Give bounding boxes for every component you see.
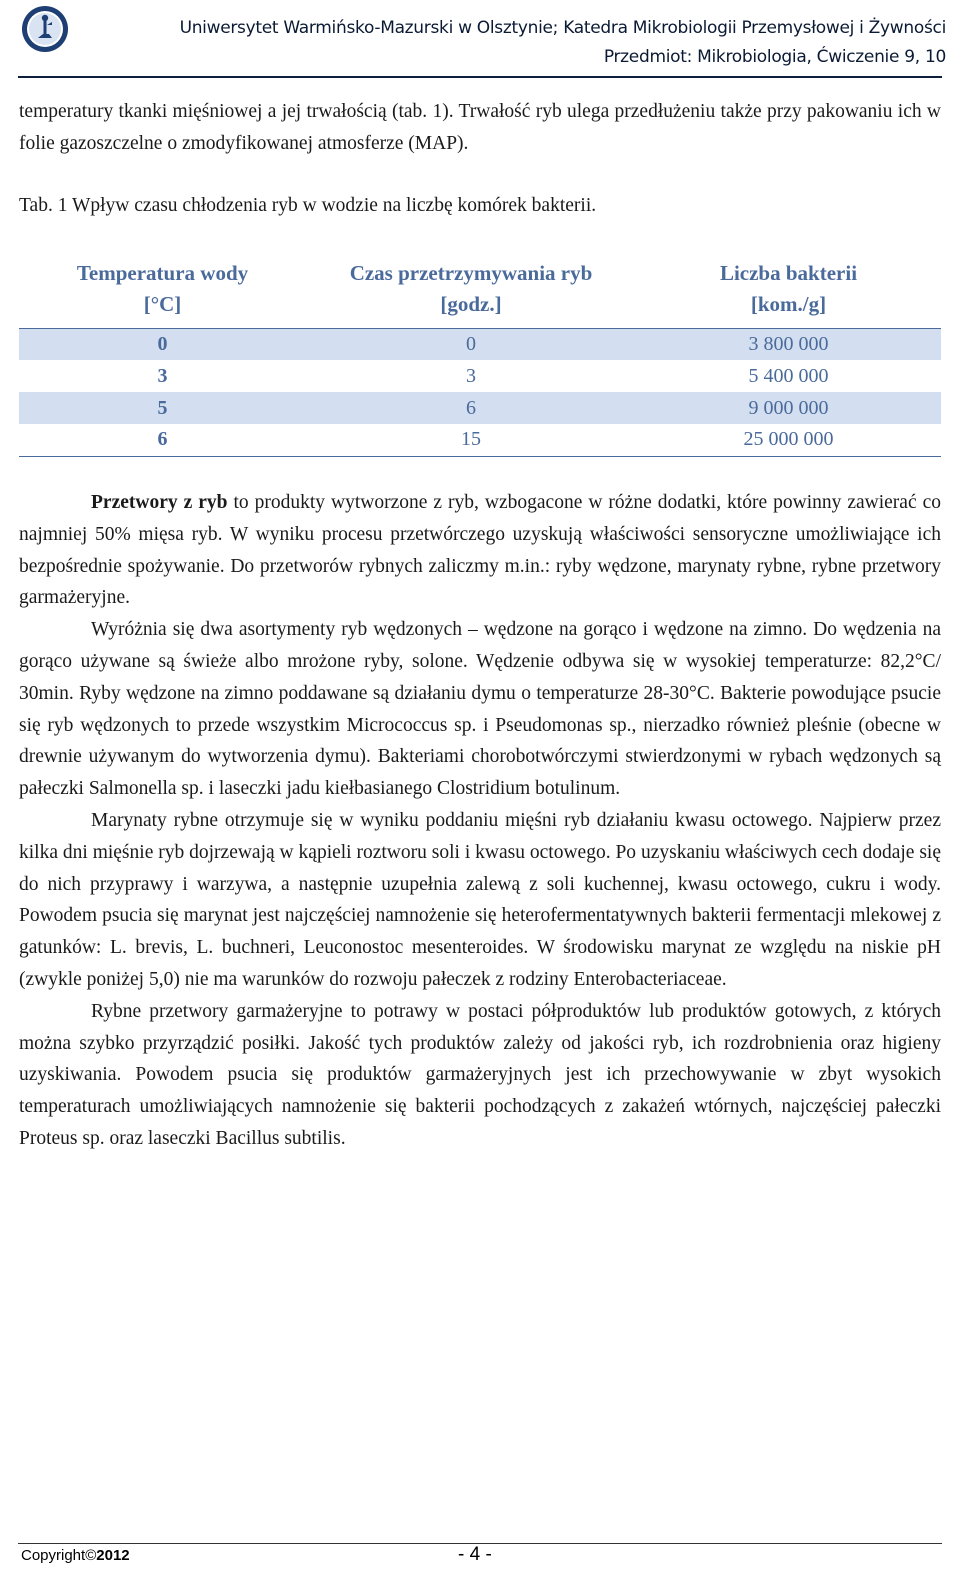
bacteria-table-container [19,258,941,457]
term-fish-products: Przetwory z ryb [91,492,228,513]
column-header-time: Czas przetrzymywania ryb [godz.] [349,261,593,316]
column-header-temperature: Temperatura wody [°C] [76,261,249,316]
cell-bacteria: 3 800 000 [636,328,941,360]
cell-bacteria: 9 000 000 [636,392,941,424]
paragraph-fish-products-text: to produkty wytworzone z ryb, wzbogacone w różne dodatki, które powinny zawierać co najmniej 50% mięsa ryb. W wyniku procesu przetwórczego uzyskują właściwości sensoryczne umożliwiające ich bezpośrednie spożywanie. Do przetworów rybnych zaliczmy m.in.: ryby wędzone, marynaty rybne, rybne przetwory garmażeryjne. [19,492,942,609]
page-header [0,0,960,77]
copyright-icon: © [85,1547,97,1564]
cell-bacteria: 25 000 000 [743,428,834,451]
paragraph-marinades: Marynaty rybne otrzymuje się w wyniku poddaniu mięśni ryb działaniu kwasu octowego. Najpierw przez kilka dni mięśnie ryb dojrzewają w kąpieli roztworu soli i kwasu octowego. Po uzyskaniu właściwych cech dodaje się do nich przyprawy i warzywa, a następnie uzupełnia zalewą z soli kuchennej, kwasu octowego, cukru i wody. Powodem psucia się marynat jest najczęściej namnożenie się heterofermentatywnych bakterii fermentacji mlekowej z gatunków: L. brevis, L. buchneri, Leuconostoc mesenteroides. W środowisku marynat ze względu na niskie pH (zwykle poniżej 5,0) nie ma warunków do rozwoju pałeczek z rodziny Enterobacteriaceae. [19,809,941,990]
cell-temperature: 6 [157,428,168,451]
intro-section [19,96,941,221]
cell-time: 15 [461,428,481,451]
table-row [19,392,941,424]
column-header-bacteria: Liczba bakterii [kom./g] [719,261,858,316]
header-institution: Uniwersytet Warmińsko-Mazurski w Olsztynie; Katedra Mikrobiologii Przemysłowej i Żywności [179,18,946,38]
cell-time: 3 [466,364,476,387]
cell-time: 6 [306,392,636,424]
paragraph-fish-products [19,487,941,614]
main-text-section [19,487,941,1155]
table-row [19,424,941,456]
table-header-row [19,258,941,328]
cell-temperature: 3 [157,364,168,387]
cell-time: 0 [306,328,636,360]
cell-bacteria: 5 400 000 [748,364,829,387]
cell-temperature: 0 [19,328,306,360]
page-number: - 4 - [458,1544,492,1565]
intro-paragraph: temperatury tkanki mięśniowej a jej trwałością (tab. 1). Trwałość ryb ulega przedłużeniu także przy pakowaniu ich w folie gazoszczelne o zmodyfikowanej atmosferze (MAP). [19,101,941,154]
bacteria-table [19,258,941,457]
university-crest-icon [21,5,69,53]
header-divider [18,76,942,78]
table-row [19,328,941,360]
paragraph-ready-meals: Rybne przetwory garmażeryjne to potrawy w postaci półproduktów lub produktów gotowych, z których można szybko przyrządzić posiłki. Jakość tych produktów zależy od jakości ryb, ich rozdrobnienia oraz higieny uzyskiwania. Powodem psucia się produktów garmażeryjnych jest ich przechowywanie w zbyt wysokich temperaturach umożliwiających namnożenie się bakterii pochodzących z zakażeń wtórnych, najczęściej pałeczki Proteus sp. oraz laseczki Bacillus subtilis. [19,1000,941,1149]
table-row [19,360,941,392]
table-caption: Tab. 1 Wpływ czasu chłodzenia ryb w wodzie na liczbę komórek bakterii. [19,194,597,216]
footer-copyright: Copyright©2012 [21,1547,130,1564]
header-subject: Przedmiot: Mikrobiologia, Ćwiczenie 9, 10 [603,47,946,67]
paragraph-smoked-fish: Wyróżnia się dwa asortymenty ryb wędzonych – wędzone na gorąco i wędzone na zimno. Do wędzenia na gorąco używane są świeże albo mrożone ryby, solone. Wędzenie odbywa się w wysokiej temperaturze: 82,2°C/ 30min. Ryby wędzone na zimno poddawane są działaniu dymu o temperaturze 28-30°C. Bakterie powodujące psucie się ryb wędzonych to przede wszystkim Micrococcus sp. i Pseudomonas sp., nierzadko również pleśnie (obecne w drewnie używanym do wytworzenia dymu). Bakteriami chorobotwórczymi stwierdzonymi w rybach wędzonych są pałeczki Salmonella sp. i laseczki jadu kiełbasianego Clostridium botulinum. [19,619,941,800]
cell-temperature: 5 [19,392,306,424]
